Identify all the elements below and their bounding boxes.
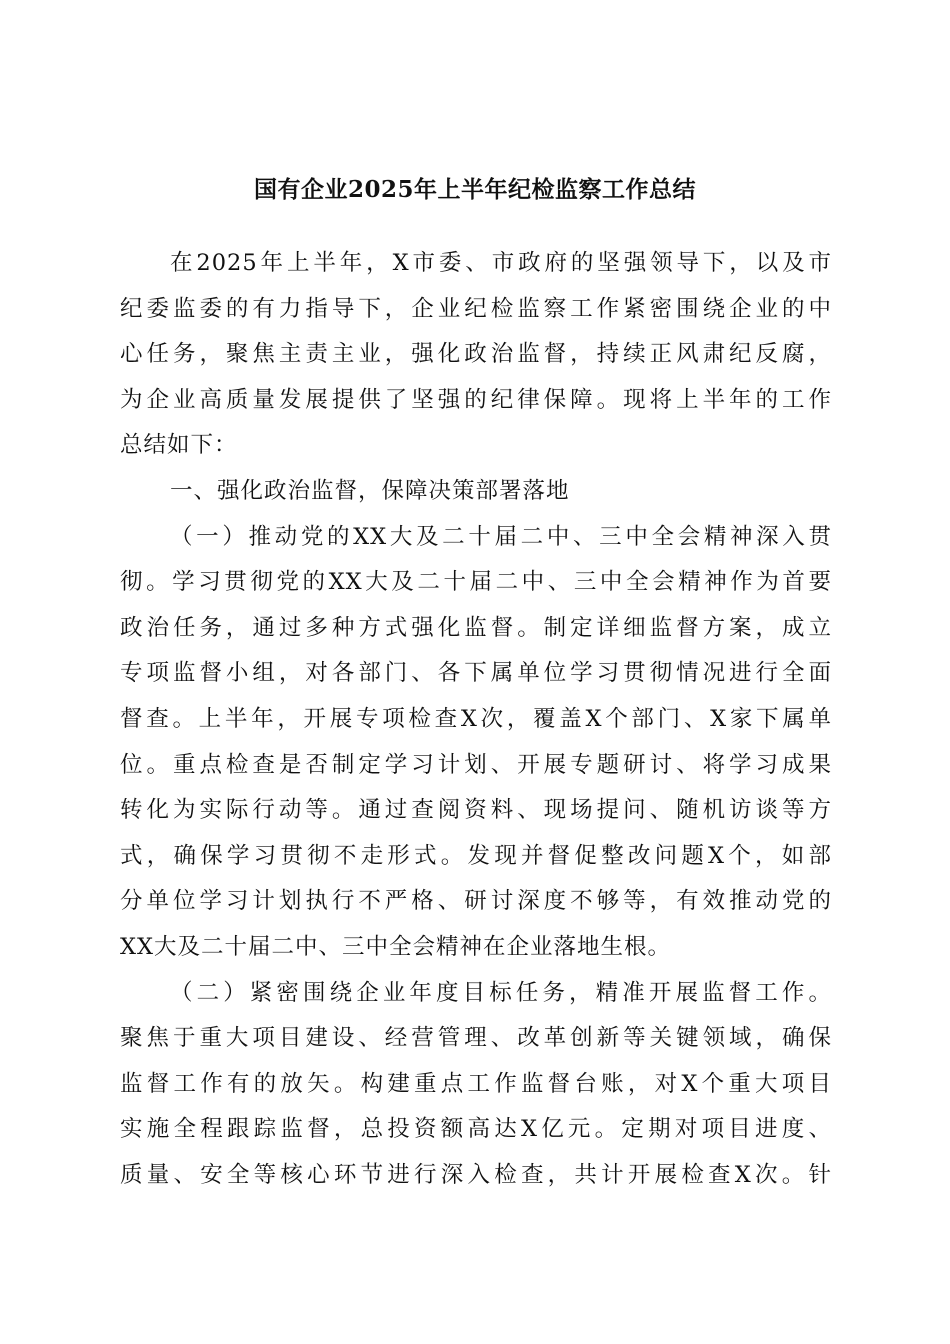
paragraph-line: XX大及二十届二中、三中全会精神在企业落地生根。 bbox=[120, 933, 672, 960]
paragraph-line: 彻。学习贯彻党的XX大及二十届二中、三中全会精神作为首要 bbox=[120, 569, 832, 596]
paragraph-line: 实施全程跟踪监督，总投资额高达X亿元。定期对项目进度、 bbox=[120, 1116, 832, 1143]
paragraph-line: 质量、安全等核心环节进行深入检查，共计开展检查X次。针 bbox=[120, 1161, 832, 1188]
document-body bbox=[120, 241, 832, 1198]
paragraph-line: （二）紧密围绕企业年度目标任务，精准开展监督工作。 bbox=[170, 979, 832, 1006]
paragraph-line: 式，确保学习贯彻不走形式。发现并督促整改问题X个，如部 bbox=[120, 842, 832, 869]
paragraph-line: 督查。上半年，开展专项检查X次，覆盖X个部门、X家下属单 bbox=[120, 705, 832, 732]
paragraph-line: 为企业高质量发展提供了坚强的纪律保障。现将上半年的工作 bbox=[120, 386, 832, 413]
paragraph-line: 转化为实际行动等。通过查阅资料、现场提问、随机访谈等方 bbox=[120, 797, 832, 824]
paragraph-line: 专项监督小组，对各部门、各下属单位学习贯彻情况进行全面 bbox=[120, 660, 832, 687]
paragraph-line: 纪委监委的有力指导下，企业纪检监察工作紧密围绕企业的中 bbox=[120, 295, 832, 322]
paragraph-line: 心任务，聚焦主责主业，强化政治监督，持续正风肃纪反腐， bbox=[120, 341, 832, 368]
paragraph-line: 政治任务，通过多种方式强化监督。制定详细监督方案，成立 bbox=[120, 614, 832, 641]
paragraph-line: 监督工作有的放矢。构建重点工作监督台账，对X个重大项目 bbox=[120, 1070, 832, 1097]
document-title: 国有企业2025年上半年纪检监察工作总结 bbox=[253, 176, 696, 203]
paragraph-line: 在2025年上半年，X市委、市政府的坚强领导下，以及市 bbox=[170, 250, 832, 276]
section-heading: 一、强化政治监督，保障决策部署落地 bbox=[170, 477, 570, 504]
paragraph-line: 分单位学习计划执行不严格、研讨深度不够等，有效推动党的 bbox=[120, 888, 832, 915]
paragraph-line: （一）推动党的XX大及二十届二中、三中全会精神深入贯 bbox=[170, 523, 832, 550]
paragraph-line: 总结如下： bbox=[120, 432, 238, 459]
paragraph-line: 位。重点检查是否制定学习计划、开展专题研讨、将学习成果 bbox=[120, 751, 832, 778]
paragraph-line: 聚焦于重大项目建设、经营管理、改革创新等关键领域，确保 bbox=[120, 1025, 832, 1052]
